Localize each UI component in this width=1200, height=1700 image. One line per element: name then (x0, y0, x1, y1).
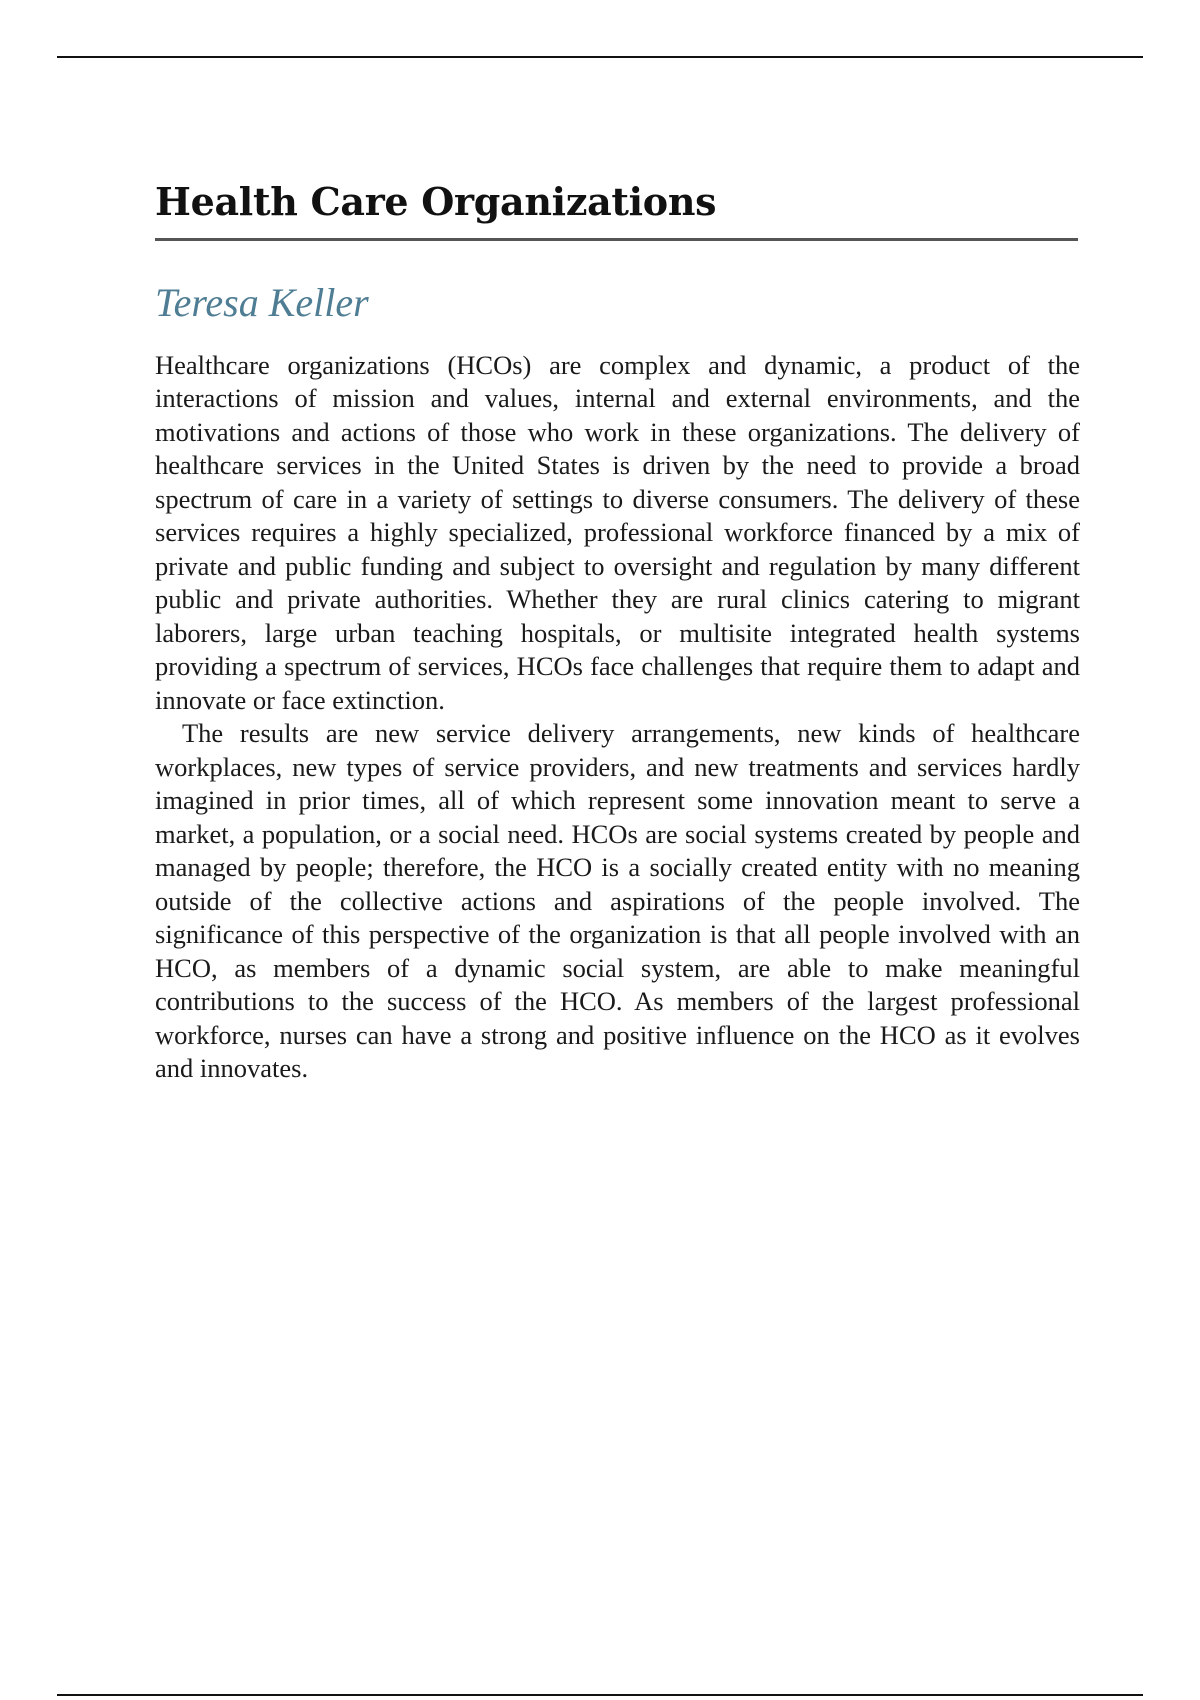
page-top-rule (57, 56, 1143, 58)
paragraph-1: Healthcare organizations (HCOs) are complex and dynamic, a product of the interactions of mission and values, internal and external environments, and the motivations and actions of those who work in these organizations. The delivery of healthcare services in the United States is driven by the need to provide a broad spectrum of care in a variety of settings to diverse consumers. The delivery of these services requires a highly specialized, professional workforce financed by a mix of private and public funding and subject to oversight and regulation by many different public and private authorities. Whether they are rural clinics catering to migrant laborers, large urban teaching hospitals, or multisite integrated health systems providing a spectrum of services, HCOs face challenges that require them to adapt and innovate or face extinction. (155, 349, 1080, 715)
chapter-opening (155, 180, 1080, 1086)
chapter-title: Health Care Organizations (155, 179, 717, 224)
author-name: Teresa Keller (155, 279, 369, 325)
page-bottom-rule (57, 1694, 1143, 1696)
paragraph-2: The results are new service delivery arrangements, new kinds of healthcare workplaces, new types of service providers, and new treatments and services hardly imagined in prior times, all of which represent some innovation meant to serve a market, a population, or a social need. HCOs are social systems created by people and managed by people; therefore, the HCO is a socially created entity with no meaning outside of the collective actions and aspirations of the people involved. The significance of this perspective of the organization is that all people involved with an HCO, as members of a dynamic social system, are able to make meaningful contributions to the success of the HCO. As members of the largest professional workforce, nurses can have a strong and positive influence on the HCO as it evolves and innovates. (155, 718, 1080, 1084)
body-text (155, 349, 1080, 1086)
title-underline-rule (155, 238, 1078, 241)
